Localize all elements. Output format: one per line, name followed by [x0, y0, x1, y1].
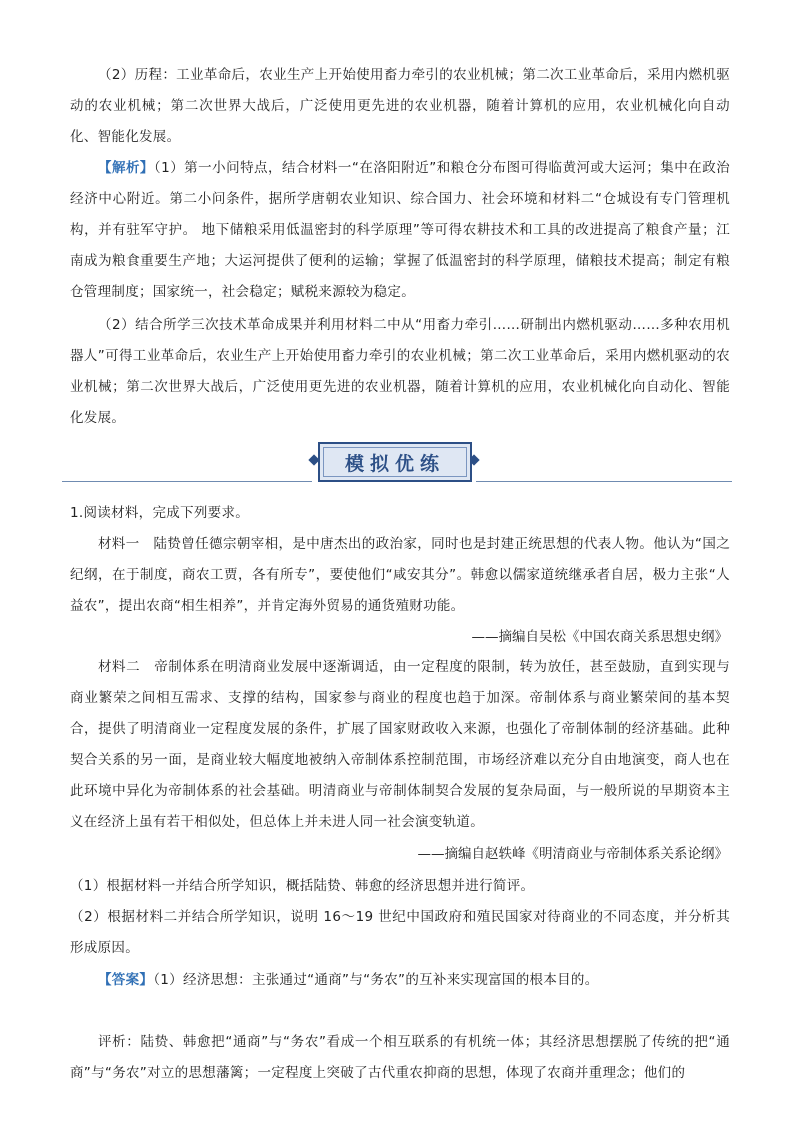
requirement-2: （2）根据材料二并结合所学知识，说明 16～19 世纪中国政府和殖民国家对待商业的不同态度，并分析其形成原因。	[70, 909, 730, 956]
analysis-paragraph-1	[70, 153, 730, 308]
requirement-1: （1）根据材料一并结合所学知识，概括陆贽、韩愈的经济思想并进行简评。	[70, 878, 535, 894]
material-1-source: ——摘编自吴松《中国农商关系思想史纲》	[471, 629, 728, 645]
material-1: 材料一 陆贽曾任德宗朝宰相，是中唐杰出的政治家，同时也是封建正统思想的代表人物。他认为“国之纪纲，在于制度，商农工贾，各有所专”，要使他们“咸安其分”。韩愈以儒家道统继承者自居，极力主张“人益农”，提出农商“相生相养”，并肯定海外贸易的通货殖财功能。	[70, 536, 730, 614]
analysis-text-1: （1）第一小问特点，结合材料一“在洛阳附近”和粮仓分布图可得临黄河或大运河；集中在政治经济中心附近。第二小问条件，据所学唐朝农业知识、综合国力、社会环境和材料二“仓城设有专门管理机构，并有驻军守护。 地下储粮采用低温密封的科学原理”等可得农耕技术和工具的改进提高了粮食产量；江南成为粮食重要生产地；大运河提供了便利的运输；掌握了低温密封的科学原理，储粮技术提高；制定有粮仓管理制度；国家统一，社会稳定；赋税来源较为稳定。	[70, 160, 730, 300]
analysis-label: 【解析】	[98, 160, 154, 176]
question-stem: 1.阅读材料，完成下列要求。	[70, 505, 250, 521]
answer-comment: 评析：陆贽、韩愈把“通商”与“务农”看成一个相互联系的有机统一体；其经济思想摆脱了传统的把“通商”与“务农”对立的思想藩篱；一定程度上突破了古代重农抑商的思想，体现了农商并重理念；他们的	[70, 1034, 730, 1081]
answer-line-1	[70, 965, 730, 996]
section-banner	[312, 438, 476, 484]
answer-text-1: （1）经济思想：主张通过“通商”与“务农”的互补来实现富国的根本目的。	[153, 972, 599, 988]
answer-label: 【答案】	[98, 972, 154, 988]
banner-title: 模拟优练	[344, 452, 445, 475]
analysis-paragraph-2: （2）结合所学三次技术革命成果并利用材料二中从“用畜力牵引……研制出内燃机驱动……多种农用机器人”可得工业革命后，农业生产上开始使用畜力牵引的农业机械；第二次工业革命后，采用内燃机驱动的农业机械；第二次世界大战后，广泛使用更先进的农业机器，随着计算机的应用，农业机械化向自动化、智能化发展。	[70, 317, 730, 426]
history-answer-paragraph: （2）历程：工业革命后，农业生产上开始使用畜力牵引的农业机械；第二次工业革命后，采用内燃机驱动的农业机械；第二次世界大战后，广泛使用更先进的农业机器，随着计算机的应用，农业机械化向自动化、智能化发展。	[70, 67, 730, 145]
banner-frame	[318, 442, 472, 482]
material-2: 材料二 帝制体系在明清商业发展中逐渐调适，由一定程度的限制，转为放任，甚至鼓励，直到实现与商业繁荣之间相互需求、支撑的结构，国家参与商业的程度也趋于加深。帝制体系与商业繁荣间的基本契合，提供了明清商业一定程度发展的条件，扩展了国家财政收入来源，也强化了帝制体制的经济基础。此种契合关系的另一面，是商业较大幅度地被纳入帝制体系控制范围，市场经济难以充分自由地演变，商人也在此环境中异化为帝制体系的社会基础。明清商业与帝制体制契合发展的复杂局面，与一般所说的早期资本主义在经济上虽有若干相似处，但总体上并未进人同一社会演变轨道。	[70, 659, 730, 830]
material-2-source: ——摘编自赵轶峰《明清商业与帝制体系关系论纲》	[417, 846, 728, 862]
